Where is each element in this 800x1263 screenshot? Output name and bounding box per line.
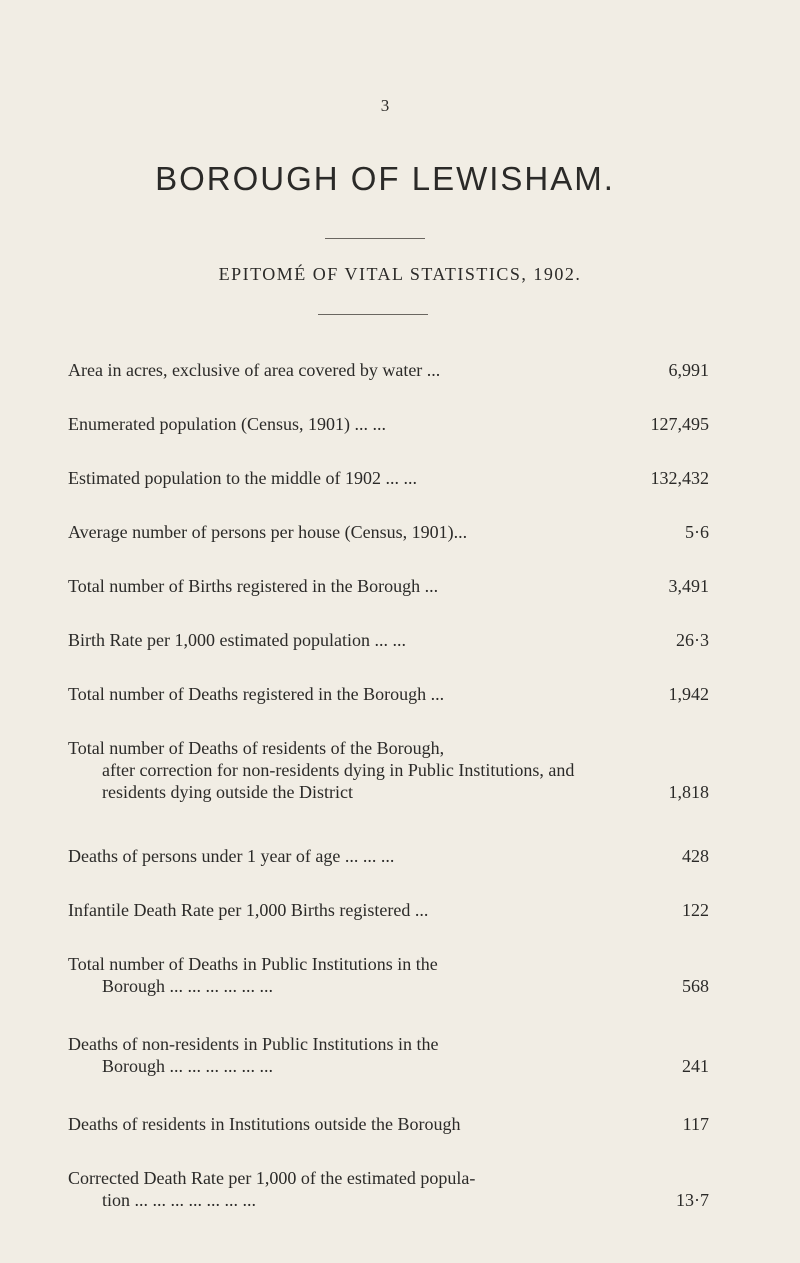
stat-value: 26·3 [676,630,709,650]
stat-row-birth-rate [68,629,713,651]
stat-label: Deaths of residents in Institutions outside the Borough [68,1114,461,1134]
stat-row-area [68,359,713,381]
stat-label-line: Deaths of non-residents in Public Institutions in the [68,1034,439,1054]
stat-row-deaths-of-residents [68,737,713,803]
stat-label-continuation: Borough ... ... ... ... ... ... [102,976,273,996]
stat-value: 13·7 [676,1190,709,1210]
stat-label: Birth Rate per 1,000 estimated population ... ... [68,630,406,650]
stat-value: 1,942 [668,684,709,704]
stat-row-estimated-population [68,467,713,489]
stat-label: Deaths of persons under 1 year of age ... ... ... [68,846,395,866]
stat-row-deaths-non-residents [68,1033,713,1077]
stat-label-line: Total number of Deaths in Public Institutions in the [68,954,438,974]
page-number: 3 [380,96,390,115]
stat-label-continuation: tion ... ... ... ... ... ... ... [102,1190,257,1210]
stat-label-continuation: after correction for non-residents dying in Public Institutions, and residents dying outside the District [102,760,575,802]
stat-value: 3,491 [668,576,709,596]
stat-value: 428 [682,846,709,866]
stat-label: Total number of Births registered in the Borough ... [68,576,439,596]
stat-row-enumerated-population [68,413,713,435]
stat-value: 1,818 [668,782,709,802]
stat-value: 6,991 [668,360,709,380]
stat-row-persons-per-house [68,521,713,543]
stat-value: 122 [682,900,709,920]
stat-value: 241 [682,1056,709,1076]
page-subtitle: EPITOMÉ OF VITAL STATISTICS, 1902. [218,264,582,284]
page-title: BOROUGH OF LEWISHAM. [155,160,615,197]
stat-label: Estimated population to the middle of 1902 ... ... [68,468,417,488]
stat-row-deaths-residents-outside [68,1113,713,1135]
stat-value: 132,432 [650,468,709,488]
stat-row-corrected-death-rate [68,1167,713,1211]
stat-label: Enumerated population (Census, 1901) ... ... [68,414,386,434]
stat-label: Infantile Death Rate per 1,000 Births registered ... [68,900,429,920]
stat-row-infant-deaths [68,845,713,867]
stat-value: 5·6 [685,522,709,542]
stat-label [68,953,608,997]
stat-row-deaths-registered [68,683,713,705]
stat-row-deaths-public-institutions [68,953,713,997]
stat-row-births-registered [68,575,713,597]
stat-value: 568 [682,976,709,996]
stat-label [68,1033,608,1077]
stat-label: Average number of persons per house (Census, 1901)... [68,522,468,542]
stat-label-line: Total number of Deaths of residents of the Borough, [68,738,445,758]
stat-label: Total number of Deaths registered in the Borough ... [68,684,445,704]
stat-value: 117 [682,1114,709,1134]
stat-row-infantile-death-rate [68,899,713,921]
stat-label: Area in acres, exclusive of area covered by water ... [68,360,441,380]
stat-label [68,737,608,803]
stat-label [68,1167,608,1211]
stat-label-line: Corrected Death Rate per 1,000 of the estimated popula- [68,1168,476,1188]
stat-value: 127,495 [650,414,709,434]
stat-label-continuation: Borough ... ... ... ... ... ... [102,1056,273,1076]
